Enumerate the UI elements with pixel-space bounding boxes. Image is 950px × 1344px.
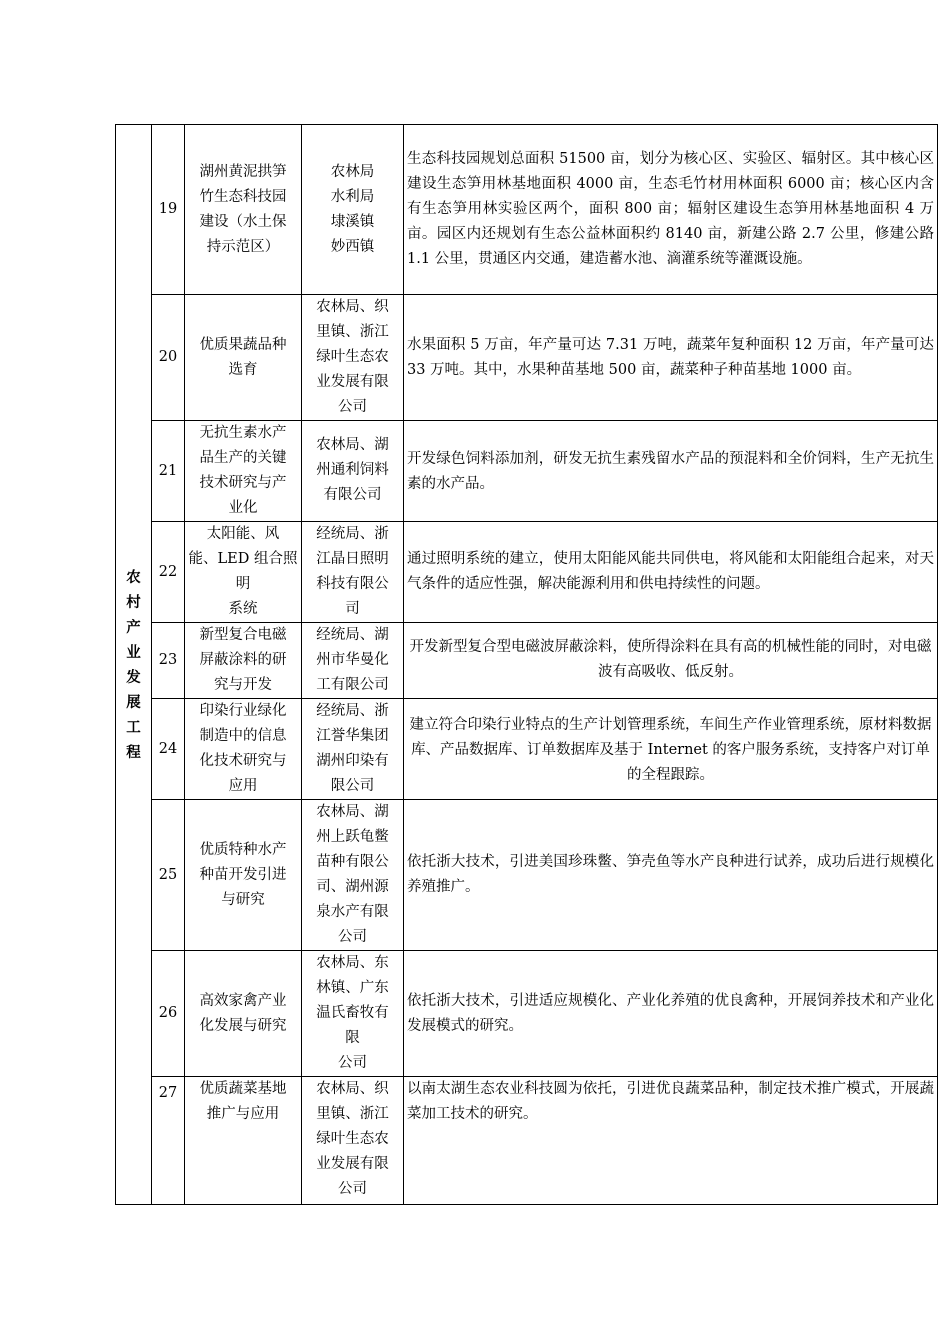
table-row — [116, 1077, 938, 1205]
unit-line: 州上跃龟鳖 — [316, 829, 389, 845]
unit-line: 州通利饲料 — [316, 462, 389, 478]
unit-line: 农林局、织 — [316, 299, 389, 315]
project-name-line: 与研究 — [221, 891, 265, 908]
table-row — [116, 951, 938, 1077]
unit-line: 司 — [345, 601, 360, 617]
project-content: 建立符合印染行业特点的生产计划管理系统，车间生产作业管理系统，原材料数据库、产品数据库、订单数据库及基于 Internet 的客户服务系统，支持客户对订单的全程跟踪。 — [404, 699, 938, 800]
unit-line: 绿叶生态农 — [316, 349, 389, 365]
project-name-line: 业化 — [228, 500, 258, 516]
responsible-unit-cell — [302, 623, 404, 699]
table-row — [116, 623, 938, 699]
table-row — [116, 699, 938, 800]
unit-line: 限 — [345, 1030, 360, 1046]
unit-line: 妙西镇 — [330, 238, 375, 255]
project-name-cell — [185, 951, 302, 1077]
unit-line: 司、湖州源 — [316, 879, 389, 895]
project-name-line: 印染行业绿化 — [199, 703, 287, 719]
row-number: 27 — [152, 1077, 185, 1205]
project-name-cell — [185, 800, 302, 951]
category-cell — [116, 125, 152, 1205]
table-row — [116, 800, 938, 951]
project-name-line: 品生产的关键 — [199, 450, 287, 466]
unit-line: 农林局 — [330, 163, 375, 180]
unit-line: 里镇、浙江 — [316, 324, 389, 340]
project-name-line: 新型复合电磁 — [199, 627, 287, 643]
row-number: 22 — [152, 522, 185, 623]
unit-line: 经统局、浙 — [316, 526, 389, 542]
project-name-line: 湖州黄泥拱笋 — [199, 163, 287, 180]
project-name-line: 能、LED 组合照 — [188, 551, 298, 567]
project-name-cell — [185, 295, 302, 421]
unit-line: 温氏畜牧有 — [316, 1005, 389, 1021]
unit-line: 经统局、湖 — [316, 627, 389, 643]
table-row — [116, 295, 938, 421]
project-name-line: 化技术研究与 — [199, 753, 287, 769]
responsible-unit-cell — [302, 1077, 404, 1205]
category-char: 展 — [126, 693, 141, 711]
project-name-line: 究与开发 — [214, 677, 272, 693]
unit-line: 农林局、织 — [316, 1081, 389, 1097]
unit-line: 限公司 — [330, 778, 375, 794]
responsible-unit-cell — [302, 125, 404, 295]
unit-line: 公司 — [338, 1181, 367, 1197]
project-name-line: 明 — [235, 576, 251, 592]
unit-line: 农林局、湖 — [316, 437, 389, 453]
unit-line: 绿叶生态农 — [316, 1131, 389, 1147]
table-row — [116, 421, 938, 522]
row-number: 20 — [152, 295, 185, 421]
unit-line: 农林局、东 — [316, 955, 389, 971]
project-name-cell — [185, 522, 302, 623]
project-content: 水果面积 5 万亩，年产量可达 7.31 万吨，蔬菜年复种面积 12 万亩，年产量可达 33 万吨。其中，水果种苗基地 500 亩，蔬菜种子种苗基地 1000 亩。 — [404, 295, 938, 421]
project-name-line: 无抗生素水产 — [199, 425, 287, 441]
table-row — [116, 125, 938, 295]
row-number: 21 — [152, 421, 185, 522]
unit-line: 农林局、湖 — [316, 804, 389, 820]
responsible-unit-cell — [302, 295, 404, 421]
project-content: 以南太湖生态农业科技圆为依托，引进优良蔬菜品种，制定技术推广模式，开展蔬菜加工技术的研究。 — [404, 1077, 938, 1205]
unit-line: 湖州印染有 — [316, 753, 389, 769]
unit-line: 公司 — [338, 929, 367, 945]
project-name-cell — [185, 623, 302, 699]
unit-line: 经统局、浙 — [316, 703, 389, 719]
unit-line: 江晶日照明 — [316, 551, 389, 567]
category-char: 程 — [126, 743, 141, 761]
project-name-line: 建设（水土保 — [199, 213, 287, 230]
unit-line: 泉水产有限 — [316, 904, 389, 920]
project-name-line: 太阳能、风 — [206, 526, 280, 542]
unit-line: 埭溪镇 — [330, 213, 375, 230]
unit-line: 工有限公司 — [316, 677, 389, 693]
unit-line: 里镇、浙江 — [316, 1106, 389, 1122]
unit-line: 有限公司 — [323, 487, 382, 503]
project-name-line: 推广与应用 — [206, 1106, 280, 1122]
category-char: 农 — [126, 568, 141, 586]
project-name-line: 系统 — [228, 601, 258, 617]
project-name-line: 应用 — [228, 778, 258, 794]
project-name-line: 种苗开发引进 — [199, 866, 287, 883]
project-name-line: 高效家禽产业 — [199, 992, 287, 1009]
unit-line: 公司 — [338, 1055, 367, 1071]
unit-line: 水利局 — [330, 188, 375, 205]
project-content: 开发绿色饲料添加剂，研发无抗生素残留水产品的预混料和全价饲料，生产无抗生素的水产品。 — [404, 421, 938, 522]
project-name-line: 优质特种水产 — [199, 841, 287, 858]
unit-line: 林镇、广东 — [316, 980, 389, 996]
project-content: 生态科技园规划总面积 51500 亩，划分为核心区、实验区、辐射区。其中核心区建设生态笋用林基地面积 4000 亩，生态毛竹材用林面积 6000 亩；核心区内含有生态笋用林实验区两个，面积 800 亩；辐射区建设生态笋用林基地面积 4 万亩。园区内还规划有生态公益林面积约 8140 亩，新建公路 2.7 公里，修建公路 1.1 公里，贯通区内交通，建造蓄水池、滴灌系统等灌溉设施。 — [404, 125, 938, 295]
project-name-line: 竹生态科技园 — [199, 188, 287, 205]
project-name-line: 化发展与研究 — [199, 1017, 287, 1034]
row-number: 25 — [152, 800, 185, 951]
project-name-line: 优质蔬菜基地 — [199, 1081, 287, 1097]
project-name-line: 技术研究与产 — [199, 475, 287, 491]
project-content: 开发新型复合型电磁波屏蔽涂料，使所得涂料在具有高的机械性能的同时，对电磁波有高吸收、低反射。 — [404, 623, 938, 699]
row-number: 23 — [152, 623, 185, 699]
project-content: 依托浙大技术，引进美国珍珠鳖、笋壳鱼等水产良种进行试养，成功后进行规模化养殖推广。 — [404, 800, 938, 951]
category-char: 村 — [126, 593, 141, 611]
row-number: 19 — [152, 125, 185, 295]
project-table — [115, 124, 938, 1205]
project-name-cell — [185, 125, 302, 295]
category-char: 工 — [126, 718, 141, 736]
project-name-line: 制造中的信息 — [199, 728, 287, 744]
project-content: 依托浙大技术，引进适应规模化、产业化养殖的优良禽种，开展饲养技术和产业化发展模式的研究。 — [404, 951, 938, 1077]
responsible-unit-cell — [302, 699, 404, 800]
responsible-unit-cell — [302, 522, 404, 623]
unit-line: 业发展有限 — [316, 374, 389, 390]
category-char: 产 — [126, 618, 141, 636]
category-char: 业 — [126, 643, 141, 661]
unit-line: 江誉华集团 — [316, 728, 389, 744]
project-name-line: 优质果蔬品种 — [199, 336, 287, 353]
row-number: 24 — [152, 699, 185, 800]
row-number: 26 — [152, 951, 185, 1077]
responsible-unit-cell — [302, 800, 404, 951]
project-name-line: 屏蔽涂料的研 — [199, 652, 287, 668]
unit-line: 苗种有限公 — [316, 854, 389, 870]
unit-line: 科技有限公 — [316, 576, 389, 592]
responsible-unit-cell — [302, 421, 404, 522]
project-name-cell — [185, 421, 302, 522]
table-row — [116, 522, 938, 623]
project-name-cell — [185, 1077, 302, 1205]
project-name-line: 持示范区） — [206, 238, 280, 255]
project-content: 通过照明系统的建立，使用太阳能风能共同供电，将风能和太阳能组合起来，对天气条件的适应性强，解决能源利用和供电持续性的问题。 — [404, 522, 938, 623]
unit-line: 公司 — [338, 399, 367, 415]
responsible-unit-cell — [302, 951, 404, 1077]
unit-line: 州市华曼化 — [316, 652, 389, 668]
category-char: 发 — [126, 668, 141, 686]
unit-line: 业发展有限 — [316, 1156, 389, 1172]
project-name-cell — [185, 699, 302, 800]
project-name-line: 选育 — [228, 361, 258, 378]
